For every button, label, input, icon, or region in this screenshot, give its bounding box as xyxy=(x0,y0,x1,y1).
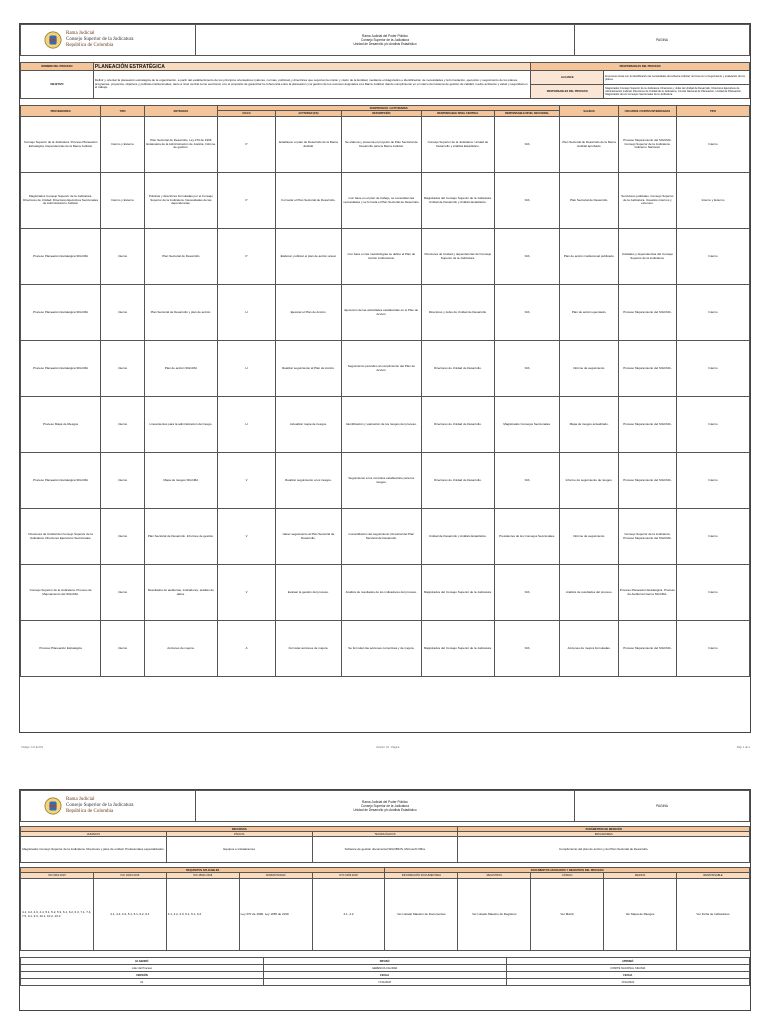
cell-tipo: Interno xyxy=(101,397,145,453)
cell-resp-seccional: N/A xyxy=(494,229,560,285)
cell-resp-seccional: N/A xyxy=(494,565,560,621)
cell-proveedor: Proceso Planeación Estratégica SIGCMA xyxy=(21,285,101,341)
doc-registros: Ver Listado Maestro de Registros xyxy=(458,879,531,951)
cell-proveedor: Proceso Mapa de Riesgos xyxy=(21,397,101,453)
org-line-3: Unidad de Desarrollo y/o Análisis Estadístico xyxy=(353,808,417,812)
cell-usuarios: Proceso Mejoramiento del SIGCMA. xyxy=(618,397,676,453)
col-proveedores: PROVEEDORES xyxy=(21,106,101,117)
sign-reviso: REVISÓ xyxy=(263,958,506,965)
cell-descripcion: Identificación y valoración de los riesgos del proceso. xyxy=(341,397,421,453)
cell-salida: Informe de seguimiento de riesgos. xyxy=(560,453,618,509)
table-row xyxy=(21,397,750,453)
alcance-label: ALCANCE xyxy=(531,71,604,85)
cell-usuarios: Servidores judiciales. Consejo Superior de la Judicatura. Usuarios internos y externos. xyxy=(618,173,676,229)
table-row xyxy=(21,117,750,173)
cell-resp-central: Directores de Unidad de Desarrollo. xyxy=(421,453,494,509)
cell-usuarios: Proceso Mejoramiento del SIGCMA. xyxy=(618,621,676,677)
cell-proveedor: Directores de Unidad del Consejo Superior de la Judicatura. Directores Ejecutivos Seccionales. xyxy=(21,509,101,565)
cell-ciclo: P xyxy=(217,229,275,285)
table-row xyxy=(21,229,750,285)
cell-tipo: Interno xyxy=(101,509,145,565)
cell-resp-central: Directores de Unidad de Desarrollo. xyxy=(421,397,494,453)
cell-actividad: Actualizar mapa de riesgos. xyxy=(276,397,342,453)
activities-table xyxy=(20,105,750,677)
cell-usuarios: Proceso Mejoramiento del SIGCMA. Consejo Superior de la Judicatura. Gobierno Nacional. xyxy=(618,117,676,173)
cell-salida: Informe de seguimiento. xyxy=(560,341,618,397)
sign-fecha-label: FECHA xyxy=(263,972,506,979)
cell-descripcion: Consolidación del seguimiento trimestral del Plan Sectorial de Desarrollo. xyxy=(341,509,421,565)
recursos-label: RECURSOS xyxy=(21,827,458,832)
cell-descripcion: Con base en las metodologías se define el Plan de Acción institucional. xyxy=(341,229,421,285)
cell-descripcion: Ejecución de las actividades establecidas en el Plan de Acción. xyxy=(341,285,421,341)
cell-entrada: Plan de acción SIGCMA xyxy=(144,341,217,397)
cell-entrada: Mapa de riesgos SIGCMA xyxy=(144,453,217,509)
cell-entrada: Plan Sectorial de Desarrollo. Informes de gestión. xyxy=(144,509,217,565)
col-usuarios: USUARIOS / PARTES INTERESADAS xyxy=(618,106,676,117)
cell-entrada: Resultados de auditorías, indicadores, análisis de datos. xyxy=(144,565,217,621)
responsables-header: RESPONSABLES DEL PROCESO xyxy=(531,63,750,71)
org-line-1: Rama Judicial del Poder Público xyxy=(362,34,408,38)
cell-ciclo: V xyxy=(217,509,275,565)
cell-descripcion: Se elabora y presenta el proyecto de Plan Sectorial de Desarrollo para la Rama Judicial. xyxy=(341,117,421,173)
parametros-label: PARÁMETROS DE MEDICIÓN xyxy=(458,827,750,832)
cell-resp-seccional: N/A xyxy=(494,117,560,173)
sign-cargo-elaboro: Líder del Proceso xyxy=(21,965,264,972)
page-label-2: PAGINA xyxy=(575,791,750,822)
req-col-ntc: NTC 6256:2018 xyxy=(312,873,385,879)
indicadores-label: INDICADORES xyxy=(458,832,750,837)
table-row xyxy=(21,509,750,565)
logo-line-1: Rama Judicial xyxy=(66,31,95,36)
cell-actividad: Ejecutar el Plan de Acción. xyxy=(276,285,342,341)
col-actividad: ACTIVIDAD (ES) xyxy=(276,111,342,117)
cell-entrada: Acciones de mejora. xyxy=(144,621,217,677)
req-iso14001: 4.1, 4.2, 4.3, 5.1, 6.1, 6.2, 9.1 xyxy=(93,879,166,951)
req-col-normatividad: NORMATIVIDAD xyxy=(239,873,312,879)
sign-version-label: VERSIÓN xyxy=(21,972,264,979)
org-cell xyxy=(195,25,574,56)
doc-responsable: Ver Ficha de Indicadores xyxy=(677,879,750,951)
tecnologicos-text: Software de gestión documental SIGOBIUS, Microsoft Office xyxy=(312,837,458,863)
humanos-text: Magistrados Consejo Superior de la Judicatura. Directores y jefes de unidad. Profesionales especializados. xyxy=(21,837,167,863)
cell-ciclo: A xyxy=(217,621,275,677)
col-ciclo: CICLO xyxy=(217,111,275,117)
sign-version-value: 01 xyxy=(21,979,264,986)
req-iso45001: 4.1, 4.2, 4.3, 5.1, 6.1, 6.2 xyxy=(166,879,239,951)
sign-fecha-label-2: FECHA xyxy=(506,972,750,979)
cell-salida: Plan de acción institucional publicado. xyxy=(560,229,618,285)
col-resp-seccional: RESPONSABLE NIVEL SECCIONAL xyxy=(494,111,560,117)
logo-cell xyxy=(21,25,196,56)
coat-of-arms-icon xyxy=(44,797,62,815)
cell-resp-seccional: N/A xyxy=(494,453,560,509)
cell-proveedor: Proceso Planeación Estratégica xyxy=(21,621,101,677)
col-entradas: ENTRADAS xyxy=(144,106,217,117)
cell-tipo: Interno xyxy=(101,285,145,341)
cell-actividad: Formular el Plan Sectorial de Desarrollo. xyxy=(276,173,342,229)
sign-cargo-reviso: GERENCIA CALIDAD xyxy=(263,965,506,972)
cell-resp-central: Consejo Superior de la Judicatura. Unidad de Desarrollo y Análisis Estadístico. xyxy=(421,117,494,173)
cell-tipo: Interno xyxy=(101,621,145,677)
table-row xyxy=(21,341,750,397)
cell-proveedor: Proceso Planeación Estratégica SIGCMA xyxy=(21,341,101,397)
org-line-2: Consejo Superior de la Judicatura xyxy=(360,804,409,808)
logo-line-3: República de Colombia xyxy=(66,43,114,48)
cell-entrada: Plan Sectorial de Desarrollo, Ley 270 de 1996 Estatutaria de la Administración de Justicia. Informe de gestión. xyxy=(144,117,217,173)
requirements-table xyxy=(20,867,750,951)
col-group-activities: SUBPROCESO / ACTIVIDADES xyxy=(217,106,560,111)
sign-aprobo: APROBÓ xyxy=(506,958,750,965)
org-line-3: Unidad de Desarrollo y/o Análisis Estadístico xyxy=(353,42,417,46)
documentos-label: DOCUMENTOS ASOCIADOS Y REGISTROS DEL PROCESO xyxy=(385,868,750,873)
cell-salida: Acciones de mejora formuladas. xyxy=(560,621,618,677)
cell-resp-central: Magistrados del Consejo Superior de la Judicatura. xyxy=(421,621,494,677)
cell-tipo-2: Interno xyxy=(677,229,750,285)
document-page-1 xyxy=(19,23,751,733)
document-page-2 xyxy=(19,789,751,1011)
cell-tipo: Interno y Externo xyxy=(101,117,145,173)
process-info-table xyxy=(20,62,750,99)
table-row xyxy=(21,453,750,509)
activity-rows xyxy=(21,117,750,677)
process-name: PLANEACIÓN ESTRATÉGICA xyxy=(93,63,530,71)
logo-cell-2 xyxy=(21,791,196,822)
objetivo-text: Definir y orientar la planeación estratégica de la organización, a partir del establecimiento de los principios orientadores (valores, normas, políticas) y directrices que soportan la misión y visión de la Entidad, mediante el diagnóstico e identificación de necesidades y la formulación, ejecución y seguimiento de los planes, programas, proyectos, objetivos y políticas institucionales, tanto a nivel central como seccional, con el propósito de garantizar la coherencia entre la planeación y la gestión de los recursos asignados a la Rama Judicial, dando cumplimiento en el marco del sistema de gestión de calidad, medio ambiente y salud y seguridad en el trabajo. xyxy=(93,71,530,99)
cell-ciclo: H xyxy=(217,285,275,341)
cell-tipo-2: Interno xyxy=(677,565,750,621)
doc-info: Ver Listado Maestro de Documentos xyxy=(385,879,458,951)
doc-col-medios: MEDIOS xyxy=(604,873,677,879)
logo-line-3: República de Colombia xyxy=(66,809,114,814)
fisicos-label: FÍSICOS xyxy=(166,832,312,837)
humanos-label: HUMANOS xyxy=(21,832,167,837)
page-label: PAGINA xyxy=(575,25,750,56)
col-descripcion: DESCRIPCIÓN xyxy=(341,111,421,117)
cell-descripcion: Se formulan las acciones correctivas y de mejora. xyxy=(341,621,421,677)
cell-tipo: Interno xyxy=(101,565,145,621)
cell-actividad: Evaluar la gestión del proceso. xyxy=(276,565,342,621)
cell-entrada: Plan Sectorial de Desarrollo y plan de acción. xyxy=(144,285,217,341)
cell-tipo-2: Interno xyxy=(677,285,750,341)
cell-resp-seccional: N/A xyxy=(494,173,560,229)
col-salidas: SALIDAS xyxy=(560,106,618,117)
indicadores-text: Cumplimiento del plan de acción y del Plan Sectorial de Desarrollo. xyxy=(458,837,750,863)
table-row xyxy=(21,285,750,341)
cell-entrada: Plan Sectorial de Desarrollo xyxy=(144,229,217,285)
org-line-2: Consejo Superior de la Judicatura xyxy=(360,38,409,42)
req-iso9001: 4.1, 4.2, 4.3, 4.4, 5.1, 5.2, 5.3, 6.1, 6.2, 6.3, 7.1, 7.4, 7.5, 9.1, 9.3, 10.1, 10.2, 10.3 xyxy=(21,879,94,951)
doc-col-info: INFORMACIÓN DOCUMENTADA xyxy=(385,873,458,879)
fisicos-text: Equipos e instalaciones xyxy=(166,837,312,863)
cell-entrada: Lineamientos para la administración del riesgo. xyxy=(144,397,217,453)
table-row xyxy=(21,173,750,229)
coat-of-arms-icon xyxy=(44,31,62,49)
cell-entrada: Políticas y directrices formuladas por el Consejo Superior de la Judicatura. Necesidades de las dependencias. xyxy=(144,173,217,229)
cell-salida: Mapa de riesgos actualizado. xyxy=(560,397,618,453)
requisitos-label: REQUISITOS APLICABLES xyxy=(21,868,385,873)
cell-ciclo: H xyxy=(217,341,275,397)
responsables-process-text: Magistrados Consejo Superior de la Judicatura, Directores y Jefes de Unidad de Desarrollo, Directores Ejecutivos de Administración Judicial, Directores de Unidad de la Judicatura, Comité Nacional de Planeación, Unidad de Planeación, Magistrados de los Consejos Seccionales de la Judicatura. xyxy=(604,85,750,99)
cell-tipo-2: Interno xyxy=(677,509,750,565)
col-tipo: TIPO xyxy=(101,106,145,117)
resources-table xyxy=(20,826,750,863)
footer-left: Código: C-P-E-F01 xyxy=(21,746,44,749)
cell-proveedor: Proceso Planeación Estratégica SIGCMA xyxy=(21,453,101,509)
req-normatividad: Ley 270 de 1996, Ley 1955 de 2019 xyxy=(239,879,312,951)
cell-tipo-2: Interno xyxy=(677,453,750,509)
cell-resp-seccional: N/A xyxy=(494,285,560,341)
req-col-iso45001: ISO 45001:2018 xyxy=(166,873,239,879)
cell-tipo-2: Interno xyxy=(677,117,750,173)
cell-ciclo: P xyxy=(217,173,275,229)
cell-resp-central: Magistrados del Consejo Superior de la Judicatura. Unidad de Desarrollo y Análisis Estadístico. xyxy=(421,173,494,229)
cell-actividad: Elaborar, publicar el plan de acción anual. xyxy=(276,229,342,285)
org-cell-2 xyxy=(195,791,574,822)
cell-actividad: Realizar seguimiento al Plan de Acción. xyxy=(276,341,342,397)
alcance-text: El proceso inicia con la identificación de necesidades de la Rama Judicial, termina con el seguimiento y evaluación de los planes. xyxy=(604,71,750,85)
doc-col-codigo: CÓDIGO xyxy=(531,873,604,879)
logo-line-2: Consejo Superior de la Judicatura xyxy=(66,37,134,42)
cell-resp-seccional: N/A xyxy=(494,621,560,677)
sign-cargo-aprobo: COMITÉ NACIONAL SIGCMA xyxy=(506,965,750,972)
cell-tipo: Interno y Externo xyxy=(101,173,145,229)
cell-descripcion: Seguimiento periódico al cumplimiento del Plan de Acción. xyxy=(341,341,421,397)
cell-usuarios: Proceso Mejoramiento del SIGCMA. xyxy=(618,341,676,397)
cell-salida: Informe de seguimiento. xyxy=(560,509,618,565)
footer-right: Pág. 1 de 2 xyxy=(736,746,750,749)
cell-tipo-2: Interno xyxy=(677,397,750,453)
org-line-1: Rama Judicial del Poder Público xyxy=(362,800,408,804)
req-ntc: 4.1, 4.2 xyxy=(312,879,385,951)
cell-actividad: Formular acciones de mejora. xyxy=(276,621,342,677)
cell-ciclo: P xyxy=(217,117,275,173)
signature-table xyxy=(20,957,750,986)
sign-fecha-reviso: 17/11/2020 xyxy=(263,979,506,986)
cell-usuarios: Consejo Superior de la Judicatura. Proceso Mejoramiento del SIGCMA. xyxy=(618,509,676,565)
cell-tipo-2: Interno y Externo xyxy=(677,173,750,229)
process-name-label: NOMBRE DEL PROCESO xyxy=(21,63,94,71)
cell-resp-seccional: Magistrados Consejos Seccionales. xyxy=(494,397,560,453)
footer-center: Versión: 01 · Página xyxy=(376,746,400,749)
cell-descripcion: Seguimiento a los controles establecidos para los riesgos. xyxy=(341,453,421,509)
table-row xyxy=(21,621,750,677)
header-table-2 xyxy=(20,790,750,822)
logo-line-2: Consejo Superior de la Judicatura xyxy=(66,803,134,808)
cell-salida: Plan Sectorial de Desarrollo de la Rama Judicial aprobado. xyxy=(560,117,618,173)
cell-ciclo: V xyxy=(217,565,275,621)
cell-tipo-2: Interno xyxy=(677,621,750,677)
cell-descripcion: Con base en el plan de trabajo, se consolidan las necesidades y se formula el Plan Sectorial de Desarrollo. xyxy=(341,173,421,229)
cell-resp-central: Directores de Unidad de Desarrollo. xyxy=(421,341,494,397)
cell-tipo: Interno xyxy=(101,229,145,285)
col-tipo-2: TIPO xyxy=(677,106,750,117)
tecnologicos-label: TECNOLÓGICOS xyxy=(312,832,458,837)
objetivo-label: OBJETIVO xyxy=(21,71,94,99)
sign-elaboro: ELABORÓ xyxy=(21,958,264,965)
cell-proveedor: Consejo Superior de la Judicatura. Proceso Planeación Estratégica. Dependencias de la Rama Judicial. xyxy=(21,117,101,173)
cell-proveedor: Magistrados Consejo Superior de la Judicatura. Directores de Unidad. Directores Ejecutivos Seccionales de Administración Judicial. xyxy=(21,173,101,229)
col-resp-central: RESPONSABLE NIVEL CENTRAL xyxy=(421,111,494,117)
cell-tipo: Interno xyxy=(101,341,145,397)
req-col-iso14001: ISO 14001:2015 xyxy=(93,873,166,879)
cell-ciclo: V xyxy=(217,453,275,509)
table-row xyxy=(21,565,750,621)
doc-codigo: Ver Matriz xyxy=(531,879,604,951)
cell-resp-central: Unidad de Desarrollo y Análisis Estadístico. xyxy=(421,509,494,565)
cell-proveedor: Proceso Planeación Estratégica SIGCMA xyxy=(21,229,101,285)
cell-resp-central: Magistrados del Consejo Superior de la Judicatura. xyxy=(421,565,494,621)
doc-col-registros: REGISTROS xyxy=(458,873,531,879)
responsables-process-label: RESPONSABLES DEL PROCESO xyxy=(531,85,604,99)
cell-actividad: Establecer el plan de Desarrollo de la Rama Judicial. xyxy=(276,117,342,173)
cell-salida: Plan de acción ejecutado. xyxy=(560,285,618,341)
cell-resp-seccional: Presidentes de los Consejos Seccionales. xyxy=(494,509,560,565)
cell-resp-seccional: N/A xyxy=(494,341,560,397)
cell-tipo-2: Interno xyxy=(677,341,750,397)
cell-usuarios: Proceso Mejoramiento del SIGCMA. xyxy=(618,453,676,509)
cell-descripcion: Análisis de resultados de los indicadores del proceso. xyxy=(341,565,421,621)
cell-salida: Análisis de resultados del proceso. xyxy=(560,565,618,621)
cell-ciclo: H xyxy=(217,397,275,453)
cell-resp-central: Directores y Jefes de Unidad de Desarrollo. xyxy=(421,285,494,341)
doc-medios: Ver Mapa de Riesgos xyxy=(604,879,677,951)
sign-fecha-aprobo: 17/11/2020 xyxy=(506,979,750,986)
cell-proveedor: Consejo Superior de la Judicatura. Proceso de Mejoramiento del SIGCMA. xyxy=(21,565,101,621)
cell-usuarios: Proceso Planeación Estratégica. Proceso de Auditoría Interna SIGCMA. xyxy=(618,565,676,621)
logo-line-1: Rama Judicial xyxy=(66,797,95,802)
doc-col-responsable: RESPONSABLE xyxy=(677,873,750,879)
cell-salida: Plan Sectorial de Desarrollo. xyxy=(560,173,618,229)
cell-actividad: Realizar seguimiento a los riesgos. xyxy=(276,453,342,509)
cell-resp-central: Directores de Unidad y dependencias del Consejo Superior de la Judicatura. xyxy=(421,229,494,285)
cell-actividad: Hacer seguimiento al Plan Sectorial de Desarrollo. xyxy=(276,509,342,565)
cell-tipo: Interno xyxy=(101,453,145,509)
header-table xyxy=(20,24,750,56)
req-col-iso9001: ISO 9001:2015 xyxy=(21,873,94,879)
cell-usuarios: Unidades y dependencias del Consejo Superior de la Judicatura. xyxy=(618,229,676,285)
cell-usuarios: Proceso Mejoramiento del SIGCMA. xyxy=(618,285,676,341)
